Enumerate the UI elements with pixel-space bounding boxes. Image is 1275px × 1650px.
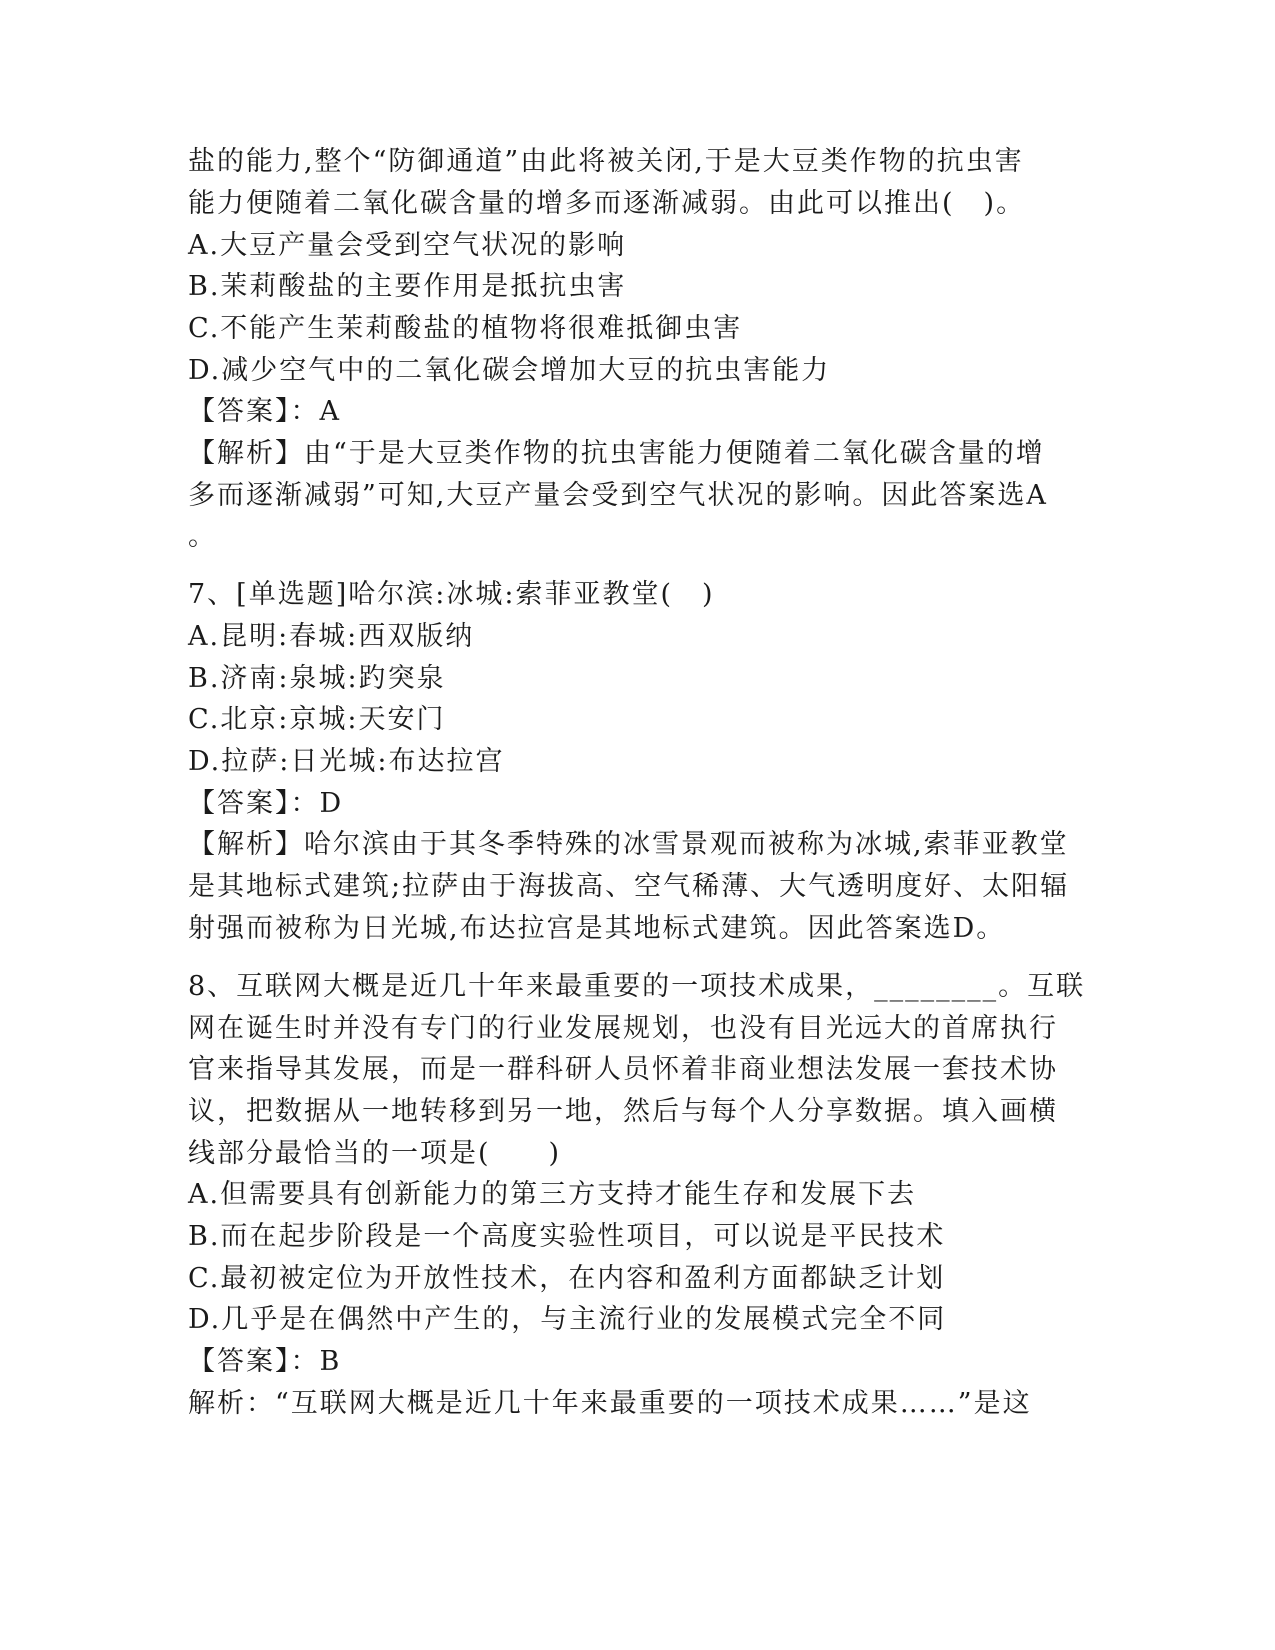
analysis-text: 解析：“互联网大概是近几十年来最重要的一项技术成果……”是这 [188, 1388, 1032, 1419]
analysis-text: 【解析】哈尔滨由于其冬季特殊的冰雪景观而被称为冰城,索菲亚教堂 [188, 829, 1069, 860]
option-a: A.昆明:春城:西双版纳 [188, 621, 475, 652]
option-d: D.拉萨:日光城:布达拉宫 [188, 746, 505, 777]
option-c: C.最初被定位为开放性技术，在内容和盈利方面都缺乏计划 [188, 1263, 946, 1294]
question-8-text: 议，把数据从一地转移到另一地，然后与每个人分享数据。填入画横 [188, 1096, 1058, 1127]
analysis-text: 【解析】由“于是大豆类作物的抗虫害能力便随着二氧化碳含量的增 [188, 438, 1045, 469]
option-d: D.减少空气中的二氧化碳会增加大豆的抗虫害能力 [188, 355, 831, 386]
option-a: A.大豆产量会受到空气状况的影响 [188, 230, 627, 261]
analysis-text: 。 [188, 521, 217, 552]
text-line: 能力便随着二氧化碳含量的增多而逐渐减弱。由此可以推出( )。 [188, 188, 1026, 219]
question-7: 7、[单选题]哈尔滨:冰城:索菲亚教堂( ) [188, 579, 715, 610]
question-8-text: 官来指导其发展，而是一群科研人员怀着非商业想法发展一套技术协 [188, 1054, 1058, 1085]
option-a: A.但需要具有创新能力的第三方支持才能生存和发展下去 [188, 1179, 917, 1210]
option-b: B.而在起步阶段是一个高度实验性项目，可以说是平民技术 [188, 1221, 946, 1252]
question-8-text: 线部分最恰当的一项是( ) [188, 1138, 562, 1169]
answer-label: 【答案】：A [188, 396, 341, 427]
analysis-text: 射强而被称为日光城,布达拉宫是其地标式建筑。因此答案选D。 [188, 913, 1006, 944]
option-c: C.北京:京城:天安门 [188, 704, 446, 735]
question-8-text: 网在诞生时并没有专门的行业发展规划，也没有目光远大的首席执行 [188, 1013, 1058, 1044]
option-c: C.不能产生茉莉酸盐的植物将很难抵御虫害 [188, 313, 743, 344]
question-8: 8、互联网大概是近几十年来最重要的一项技术成果，________。互联 [188, 971, 1086, 1002]
option-d: D.几乎是在偶然中产生的，与主流行业的发展模式完全不同 [188, 1304, 947, 1335]
option-b: B.茉莉酸盐的主要作用是抵抗虫害 [188, 271, 627, 302]
option-b: B.济南:泉城:趵突泉 [188, 663, 446, 694]
text-line: 盐的能力,整个“防御通道”由此将被关闭,于是大豆类作物的抗虫害 [188, 146, 1024, 177]
answer-label: 【答案】：D [188, 788, 344, 819]
answer-label: 【答案】：B [188, 1346, 342, 1377]
analysis-text: 是其地标式建筑;拉萨由于海拔高、空气稀薄、大气透明度好、太阳辐 [188, 871, 1070, 902]
analysis-text: 多而逐渐减弱”可知,大豆产量会受到空气状况的影响。因此答案选A [188, 480, 1048, 511]
